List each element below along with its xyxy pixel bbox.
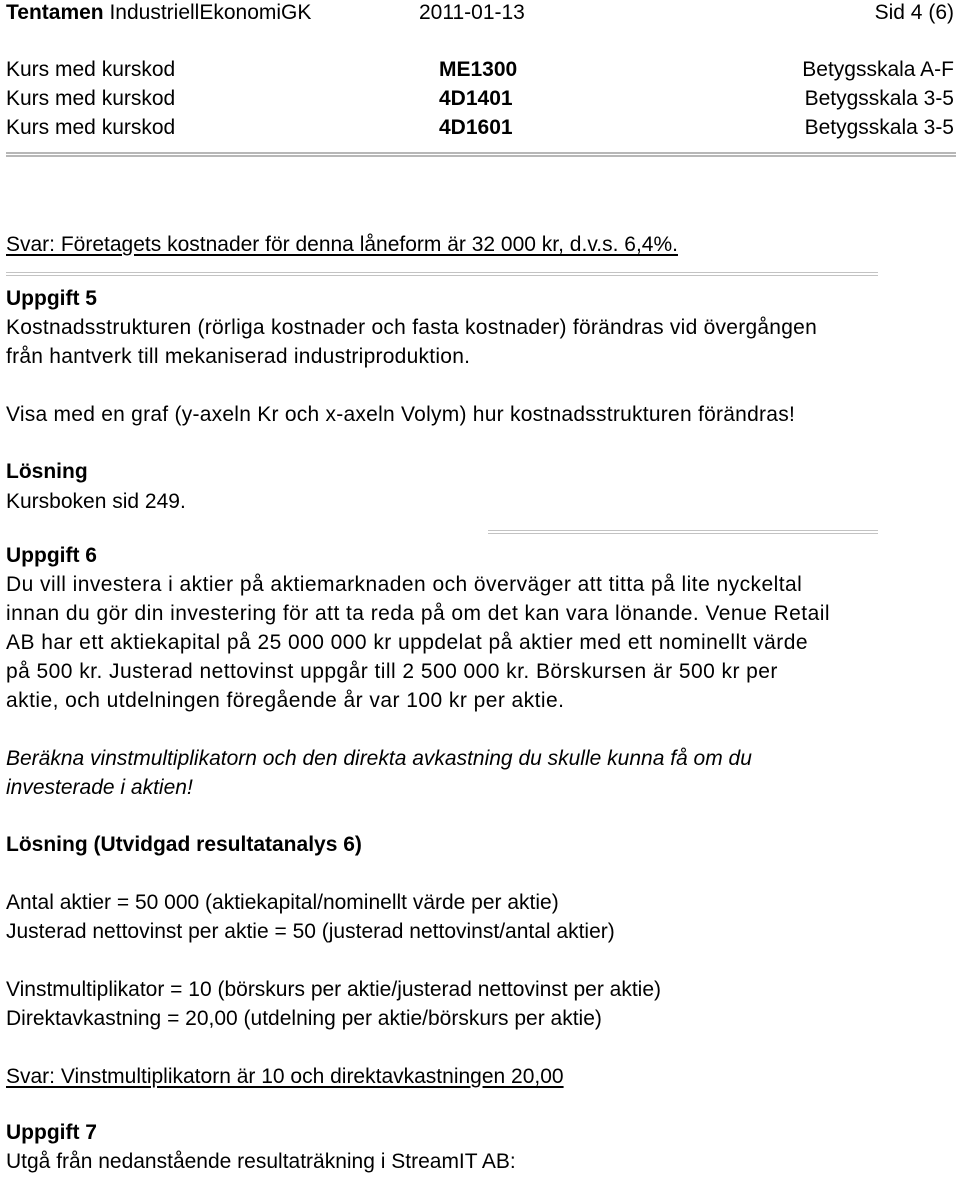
- task6-text-line: Du vill investera i aktier på aktiemarknaden och överväger att titta på lite nyckeltal: [6, 573, 803, 596]
- course-code: 4D1601: [439, 116, 513, 139]
- task5-question: Visa med en graf (y-axeln Kr och x-axeln Volym) hur kostnadsstrukturen förändras!: [6, 403, 796, 426]
- task5-solution-heading: Lösning: [6, 460, 88, 483]
- exam-title-bold: Tentamen: [6, 1, 104, 24]
- course-code: 4D1401: [439, 87, 513, 110]
- task6-solution-heading: Lösning (Utvidgad resultatanalys 6): [6, 833, 362, 856]
- task6-question-line: Beräkna vinstmultiplikatorn och den direkta avkastning du skulle kunna få om du: [6, 747, 752, 770]
- course-label: Kurs med kurskod: [6, 116, 176, 139]
- section-divider: [488, 530, 878, 534]
- course-label: Kurs med kurskod: [6, 58, 176, 81]
- task6-calc-line: Vinstmultiplikator = 10 (börskurs per aktie/justerad nettovinst per aktie): [6, 978, 661, 1001]
- task6-calc-line: Antal aktier = 50 000 (aktiekapital/nominellt värde per aktie): [6, 891, 559, 914]
- section-divider: [6, 272, 878, 276]
- task6-heading: Uppgift 6: [6, 544, 97, 567]
- task6-text-line: på 500 kr. Justerad nettovinst uppgår till 2 500 000 kr. Börskursen är 500 kr per: [6, 660, 778, 683]
- task7-intro: Utgå från nedanstående resultaträkning i StreamIT AB:: [6, 1150, 516, 1173]
- course-row: [6, 115, 954, 141]
- exam-title-rest: IndustriellEkonomiGK: [103, 1, 312, 24]
- task5-text-line: Kostnadsstrukturen (rörliga kostnader och fasta kostnader) förändras vid övergången: [6, 316, 818, 339]
- task6-answer: Svar: Vinstmultiplikatorn är 10 och direktavkastningen 20,00: [6, 1065, 564, 1088]
- page-number: Sid 4 (6): [874, 1, 954, 24]
- grading-scale: Betygsskala A-F: [802, 58, 954, 81]
- course-row: [6, 57, 954, 83]
- header-divider: [6, 152, 956, 157]
- task5-text-line: från hantverk till mekaniserad industriproduktion.: [6, 345, 471, 368]
- task5-heading: Uppgift 5: [6, 287, 97, 310]
- task6-question-line: investerade i aktien!: [6, 776, 193, 799]
- page-header: [6, 0, 954, 26]
- exam-title: [6, 0, 311, 26]
- task7-heading: Uppgift 7: [6, 1121, 97, 1144]
- task6-text-line: innan du gör din investering för att ta reda på om det kan vara lönande. Venue Retail: [6, 602, 830, 625]
- course-code: ME1300: [439, 58, 518, 81]
- task6-text-line: aktie, och utdelningen föregående år var 100 kr per aktie.: [6, 689, 565, 712]
- course-label: Kurs med kurskod: [6, 87, 176, 110]
- previous-answer: Svar: Företagets kostnader för denna låneform är 32 000 kr, d.v.s. 6,4%.: [6, 233, 678, 256]
- grading-scale: Betygsskala 3-5: [804, 116, 954, 139]
- task6-calc-line: Justerad nettovinst per aktie = 50 (justerad nettovinst/antal aktier): [6, 920, 615, 943]
- exam-date: 2011-01-13: [419, 1, 525, 24]
- task6-text-line: AB har ett aktiekapital på 25 000 000 kr uppdelat på aktier med ett nominellt värde: [6, 631, 808, 654]
- grading-scale: Betygsskala 3-5: [804, 87, 954, 110]
- course-row: [6, 86, 954, 112]
- task5-solution: Kursboken sid 249.: [6, 490, 186, 513]
- task6-calc-line: Direktavkastning = 20,00 (utdelning per aktie/börskurs per aktie): [6, 1007, 602, 1030]
